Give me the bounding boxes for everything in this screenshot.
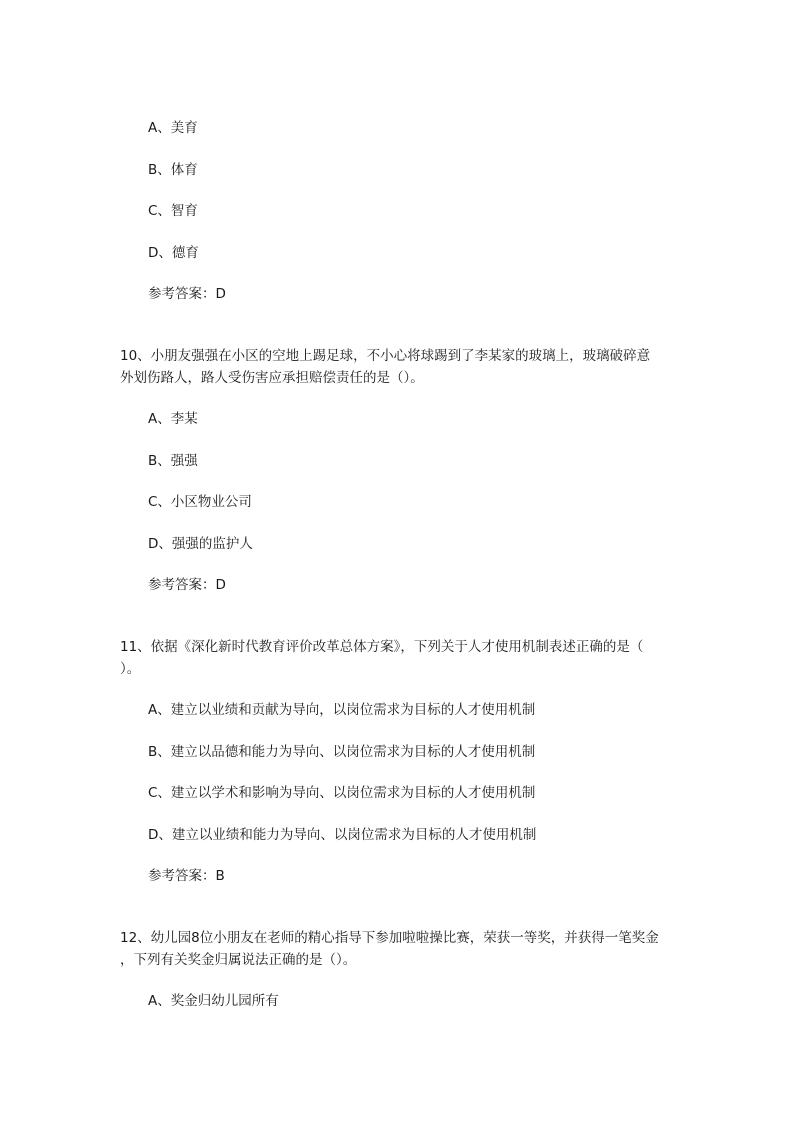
question-12-option-a: A、奖金归幼儿园所有 bbox=[148, 993, 279, 1009]
question-12-text-line-1: 12、幼儿园8位小朋友在老师的精心指导下参加啦啦操比赛，荣获一等奖，并获得一笔奖金 bbox=[120, 930, 659, 946]
question-11-answer-key: 参考答案：B bbox=[148, 868, 225, 884]
question-11-option-c: C、建立以学术和影响为导向、以岗位需求为目标的人才使用机制 bbox=[148, 785, 536, 801]
option-c: C、智育 bbox=[148, 203, 198, 219]
question-11-text-line-1: 11、依据《深化新时代教育评价改革总体方案》，下列关于人才使用机制表述正确的是（ bbox=[120, 639, 644, 655]
answer-key: 参考答案：D bbox=[148, 286, 226, 302]
question-12-text-line-2: ，下列有关奖金归属说法正确的是（）。 bbox=[120, 952, 357, 968]
question-10-option-a: A、李某 bbox=[148, 411, 198, 427]
question-10-option-c: C、小区物业公司 bbox=[148, 494, 252, 510]
question-11-text-line-2: ）。 bbox=[120, 661, 141, 677]
question-11-option-a: A、建立以业绩和贡献为导向，以岗位需求为目标的人才使用机制 bbox=[148, 702, 536, 718]
question-11-option-b: B、建立以品德和能力为导向、以岗位需求为目标的人才使用机制 bbox=[148, 744, 536, 760]
question-10-option-b: B、强强 bbox=[148, 453, 198, 469]
question-10-text-line-2: 外划伤路人，路人受伤害应承担赔偿责任的是（）。 bbox=[120, 370, 424, 386]
question-10-option-d: D、强强的监护人 bbox=[148, 536, 253, 552]
question-11-option-d: D、建立以业绩和能力为导向、以岗位需求为目标的人才使用机制 bbox=[148, 827, 537, 843]
question-10-answer-key: 参考答案：D bbox=[148, 577, 226, 593]
question-10-text-line-1: 10、小朋友强强在小区的空地上踢足球，不小心将球踢到了李某家的玻璃上，玻璃破碎意 bbox=[120, 348, 651, 364]
option-d: D、德育 bbox=[148, 245, 199, 261]
option-b: B、体育 bbox=[148, 162, 198, 178]
option-a: A、美育 bbox=[148, 120, 198, 136]
